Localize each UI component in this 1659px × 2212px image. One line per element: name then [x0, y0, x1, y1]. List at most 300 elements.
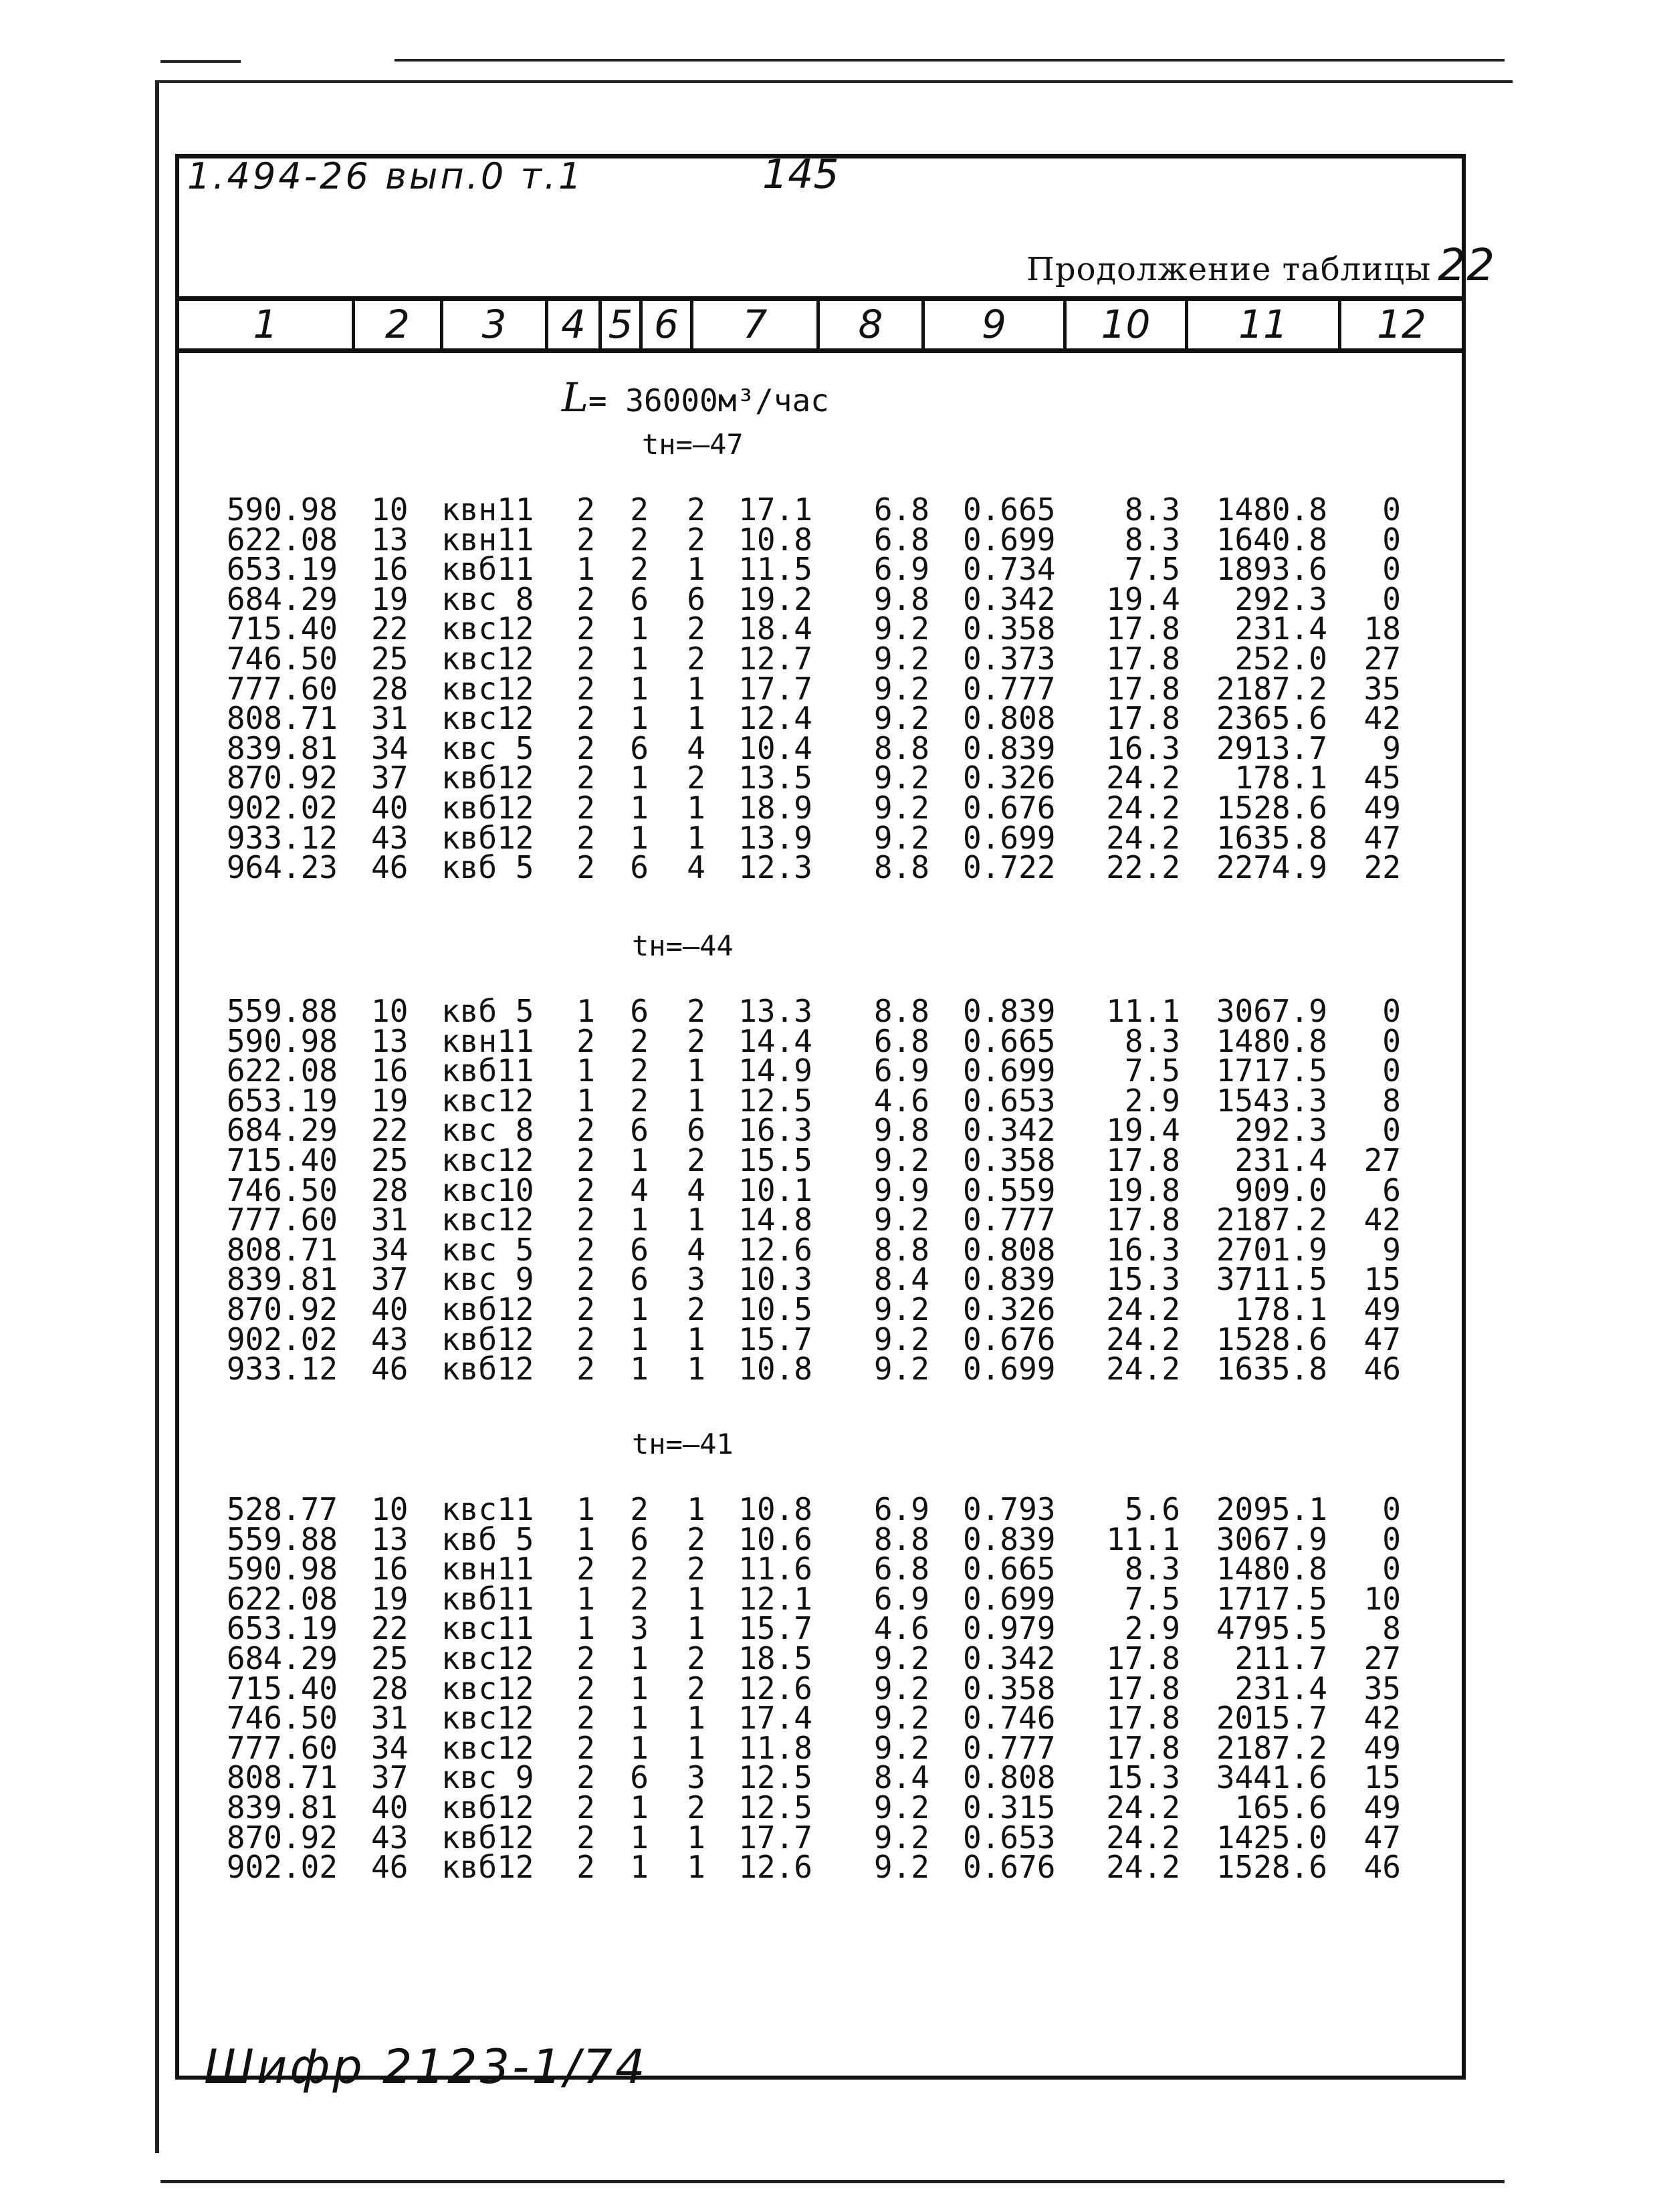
table-cell: 47 — [1363, 1819, 1401, 1856]
table-cell: 2 — [687, 611, 705, 647]
table-cell: 839.81 — [226, 1789, 338, 1826]
table-cell: квс 8 — [441, 1112, 534, 1149]
table-cell: 7.5 — [1124, 551, 1180, 588]
table-cell: 40 — [371, 1291, 409, 1327]
table-cell: 746.50 — [226, 1172, 338, 1208]
table-cell: квб12 — [441, 760, 534, 796]
table-cell: 9 — [1382, 730, 1401, 766]
table-cell: 292.3 — [1234, 580, 1327, 617]
column-header: 6 — [639, 301, 690, 348]
column-header: 12 — [1338, 301, 1462, 348]
table-cell: квб 5 — [441, 849, 534, 886]
section-label: tн=—44 — [632, 929, 734, 962]
table-cell: 24.2 — [1106, 1321, 1180, 1357]
table-cell: 2 — [576, 790, 595, 826]
table-cell: 0.777 — [963, 1202, 1056, 1238]
table-cell: 2 — [576, 1789, 595, 1826]
table-cell: 590.98 — [226, 1551, 338, 1587]
table-cell: 24.2 — [1106, 1351, 1180, 1388]
table-cell: 1528.6 — [1216, 1321, 1327, 1357]
table-cell: 8.8 — [873, 849, 929, 886]
table-cell: 18.9 — [738, 790, 812, 826]
table-cell: 25 — [371, 1142, 409, 1178]
table-cell: 808.71 — [226, 700, 338, 737]
table-cell: 10 — [371, 1491, 409, 1527]
table-cell: 9.2 — [873, 1142, 929, 1178]
table-cell: 684.29 — [226, 1112, 338, 1149]
table-cell: 47 — [1363, 1321, 1401, 1357]
table-cell: 11.6 — [738, 1551, 812, 1587]
table-cell: 1 — [687, 551, 705, 588]
table-cell: 24.2 — [1106, 760, 1180, 796]
table-cell: 1640.8 — [1216, 521, 1327, 558]
table-cell: 1635.8 — [1216, 1351, 1327, 1388]
table-cell: 40 — [371, 1789, 409, 1826]
table-cell: 6 — [630, 993, 649, 1029]
table-cell: 13 — [371, 1521, 409, 1557]
table-cell: 2 — [687, 1142, 705, 1178]
table-cell: 12.3 — [738, 849, 812, 886]
table-cell: 8 — [1382, 1610, 1401, 1647]
table-cell: 8 — [1382, 1082, 1401, 1119]
table-cell: 11.1 — [1106, 993, 1180, 1029]
table-cell: 0 — [1382, 1491, 1401, 1527]
table-cell: 2 — [576, 1551, 595, 1587]
table-cell: 2015.7 — [1216, 1700, 1327, 1737]
table-cell: 28 — [371, 1670, 409, 1706]
left-rule — [155, 80, 159, 2153]
table-cell: 2 — [576, 1849, 595, 1886]
table-cell: 3067.9 — [1216, 1521, 1327, 1557]
table-cell: 0.746 — [963, 1700, 1056, 1737]
table-cell: 1 — [576, 993, 595, 1029]
table-cell: 2 — [687, 1291, 705, 1327]
table-cell: 2 — [687, 491, 705, 528]
table-cell: 9.2 — [873, 1640, 929, 1676]
table-cell: 8.8 — [873, 1231, 929, 1268]
airflow-formula — [562, 374, 829, 421]
table-cell: 2 — [576, 1759, 595, 1796]
table-cell: 40 — [371, 790, 409, 826]
table-cell: 0 — [1382, 1521, 1401, 1557]
table-cell: 49 — [1363, 1789, 1401, 1826]
table-cell: 1480.8 — [1216, 1551, 1327, 1587]
table-cell: 12.6 — [738, 1849, 812, 1886]
table-cell: 8.8 — [873, 730, 929, 766]
table-cell: квн11 — [441, 1022, 534, 1059]
table-cell: 0 — [1382, 993, 1401, 1029]
table-cell: 715.40 — [226, 611, 338, 647]
table-cell: 6.9 — [873, 1491, 929, 1527]
table-cell: 24.2 — [1106, 790, 1180, 826]
table-cell: 0.722 — [963, 849, 1056, 886]
table-cell: 43 — [371, 819, 409, 856]
table-cell: 0 — [1382, 1022, 1401, 1059]
table-cell: 2365.6 — [1216, 700, 1327, 737]
table-cell: 2 — [576, 1819, 595, 1856]
table-cell: 15.3 — [1106, 1759, 1180, 1796]
table-cell: 1717.5 — [1216, 1053, 1327, 1089]
table-cell: 6 — [630, 1231, 649, 1268]
table-cell: 17.8 — [1106, 611, 1180, 647]
table-cell: 1 — [687, 790, 705, 826]
table-cell: 0.734 — [963, 551, 1056, 588]
table-cell: 715.40 — [226, 1670, 338, 1706]
table-cell: 622.08 — [226, 1053, 338, 1089]
table-cell: 1 — [687, 1700, 705, 1737]
table-cell: 12.4 — [738, 700, 812, 737]
table-cell: 0 — [1382, 491, 1401, 528]
table-cell: 1717.5 — [1216, 1580, 1327, 1617]
table-cell: 24.2 — [1106, 1819, 1180, 1856]
column-header: 2 — [352, 301, 440, 348]
table-cell: 10.3 — [738, 1261, 812, 1298]
table-cell: 1 — [687, 1819, 705, 1856]
table-cell: 902.02 — [226, 1849, 338, 1886]
table-cell: 0.793 — [963, 1491, 1056, 1527]
table-cell: квс11 — [441, 1491, 534, 1527]
table-cell: 1 — [687, 1321, 705, 1357]
table-cell: 14.4 — [738, 1022, 812, 1059]
table-cell: 45 — [1363, 760, 1401, 796]
table-cell: 2187.2 — [1216, 1202, 1327, 1238]
table-cell: 47 — [1363, 819, 1401, 856]
table-cell: 15.5 — [738, 1142, 812, 1178]
table-cell: 17.8 — [1106, 1640, 1180, 1676]
table-cell: 777.60 — [226, 1729, 338, 1766]
table-cell: 7.5 — [1124, 1580, 1180, 1617]
formula-text: = 36000м³/час — [588, 382, 829, 419]
table-cell: 5.6 — [1124, 1491, 1180, 1527]
table-cell: 12.5 — [738, 1789, 812, 1826]
table-cell: 2 — [576, 1172, 595, 1208]
table-cell: 3067.9 — [1216, 993, 1327, 1029]
table-cell: 9.2 — [873, 641, 929, 677]
table-cell: 31 — [371, 1700, 409, 1737]
table-cell: 2 — [576, 1231, 595, 1268]
table-cell: 27 — [1363, 1142, 1401, 1178]
table-cell: 0.699 — [963, 521, 1056, 558]
table-cell: 18 — [1363, 611, 1401, 647]
table-cell: 6 — [630, 580, 649, 617]
table-cell: квн11 — [441, 1551, 534, 1587]
table-cell: 17.7 — [738, 1819, 812, 1856]
table-cell: 16.3 — [1106, 730, 1180, 766]
table-cell: 231.4 — [1234, 1142, 1327, 1178]
table-cell: 746.50 — [226, 641, 338, 677]
table-cell: 42 — [1363, 700, 1401, 737]
table-cell: 34 — [371, 730, 409, 766]
table-cell: 24.2 — [1106, 819, 1180, 856]
table-cell: 1 — [630, 1640, 649, 1676]
caption-text: Продолжение таблицы — [1026, 251, 1432, 288]
table-cell: 0.808 — [963, 700, 1056, 737]
table-cell: 17.7 — [738, 670, 812, 707]
table-cell: 6.8 — [873, 491, 929, 528]
table-cell: 6 — [1382, 1172, 1401, 1208]
table-cell: квб 5 — [441, 993, 534, 1029]
table-cell: 0.559 — [963, 1172, 1056, 1208]
table-cell: 1480.8 — [1216, 1022, 1327, 1059]
table-cell: 165.6 — [1234, 1789, 1327, 1826]
table-cell: 1 — [630, 1670, 649, 1706]
table-cell: квб12 — [441, 790, 534, 826]
table-cell: 0.777 — [963, 670, 1056, 707]
table-cell: 8.4 — [873, 1261, 929, 1298]
table-cell: 2 — [576, 1640, 595, 1676]
table-cell: 16 — [371, 1551, 409, 1587]
table-cell: 34 — [371, 1729, 409, 1766]
table-cell: 870.92 — [226, 1291, 338, 1327]
table-cell: 3441.6 — [1216, 1759, 1327, 1796]
table-cell: 2 — [576, 1261, 595, 1298]
table-cell: 4 — [687, 849, 705, 886]
table-cell: квб12 — [441, 1849, 534, 1886]
table-cell: квб11 — [441, 1053, 534, 1089]
table-cell: 2187.2 — [1216, 670, 1327, 707]
table-cell: 16 — [371, 1053, 409, 1089]
table-cell: 1 — [687, 1729, 705, 1766]
table-cell: 24.2 — [1106, 1789, 1180, 1826]
table-cell: 6 — [630, 849, 649, 886]
column-header: 8 — [816, 301, 921, 348]
table-cell: 2 — [687, 521, 705, 558]
table-cell: 4.6 — [873, 1610, 929, 1647]
table-cell: 2 — [630, 551, 649, 588]
table-cell: 17.8 — [1106, 641, 1180, 677]
table-cell: 2 — [687, 641, 705, 677]
table-cell: 0.358 — [963, 1670, 1056, 1706]
table-cell: 590.98 — [226, 491, 338, 528]
table-cell: 902.02 — [226, 1321, 338, 1357]
column-header: 1 — [253, 302, 278, 347]
table-cell: 6.8 — [873, 1551, 929, 1587]
table-cell: 0.342 — [963, 1640, 1056, 1676]
table-cell: 252.0 — [1234, 641, 1327, 677]
table-cell: 2 — [576, 1321, 595, 1357]
table-cell: 777.60 — [226, 670, 338, 707]
table-cell: квс 8 — [441, 580, 534, 617]
table-cell: 9.2 — [873, 1849, 929, 1886]
table-cell: 839.81 — [226, 1261, 338, 1298]
table-cell: 17.8 — [1106, 1202, 1180, 1238]
table-cell: квб12 — [441, 1321, 534, 1357]
table-cell: 19 — [371, 1580, 409, 1617]
table-cell: 3711.5 — [1216, 1261, 1327, 1298]
table-cell: 22 — [1363, 849, 1401, 886]
table-cell: 0 — [1382, 1551, 1401, 1587]
table-cell: 1 — [630, 819, 649, 856]
table-cell: 6 — [687, 580, 705, 617]
table-cell: 1 — [576, 1491, 595, 1527]
table-cell: 9.2 — [873, 670, 929, 707]
table-cell: 653.19 — [226, 1610, 338, 1647]
table-cell: 2 — [687, 760, 705, 796]
table-cell: 4.6 — [873, 1082, 929, 1119]
table-cell: квс12 — [441, 1082, 534, 1119]
table-cell: 8.3 — [1124, 1022, 1180, 1059]
table-cell: квб12 — [441, 1789, 534, 1826]
table-cell: 559.88 — [226, 993, 338, 1029]
table-cell: 6 — [687, 1112, 705, 1149]
table-cell: 25 — [371, 1640, 409, 1676]
table-cell: 1 — [630, 611, 649, 647]
table-cell: 1480.8 — [1216, 491, 1327, 528]
table-cell: 808.71 — [226, 1759, 338, 1796]
table-cell: 6 — [630, 730, 649, 766]
table-cell: 178.1 — [1234, 1291, 1327, 1327]
table-cell: 0.665 — [963, 491, 1056, 528]
table-cell: 2 — [576, 641, 595, 677]
table-cell: 0.808 — [963, 1231, 1056, 1268]
table-cell: 0.699 — [963, 1053, 1056, 1089]
table-cell: 46 — [1363, 1351, 1401, 1388]
table-cell: 25 — [371, 641, 409, 677]
table-cell: 34 — [371, 1231, 409, 1268]
table-cell: 9.2 — [873, 1321, 929, 1357]
table-cell: 10.8 — [738, 1351, 812, 1388]
table-cell: 2 — [630, 1053, 649, 1089]
table-cell: 28 — [371, 1172, 409, 1208]
table-cell: 231.4 — [1234, 1670, 1327, 1706]
table-cell: 231.4 — [1234, 611, 1327, 647]
table-cell: 808.71 — [226, 1231, 338, 1268]
table-cell: 28 — [371, 670, 409, 707]
table-cell: квс12 — [441, 641, 534, 677]
table-cell: 10.5 — [738, 1291, 812, 1327]
table-cell: 43 — [371, 1819, 409, 1856]
table-cell: 1 — [630, 1291, 649, 1327]
table-cell: 2 — [576, 580, 595, 617]
table-cell: 12.7 — [738, 641, 812, 677]
table-cell: 0 — [1382, 521, 1401, 558]
table-cell: 1 — [630, 641, 649, 677]
table-cell: 1 — [630, 1789, 649, 1826]
table-cell: 0.839 — [963, 1521, 1056, 1557]
table-cell: 9.2 — [873, 700, 929, 737]
table-cell: квс12 — [441, 1670, 534, 1706]
table-cell: квс10 — [441, 1172, 534, 1208]
table-cell: 19.8 — [1106, 1172, 1180, 1208]
table-cell: 11.5 — [738, 551, 812, 588]
table-cell: 0.342 — [963, 580, 1056, 617]
table-cell: квс12 — [441, 1640, 534, 1676]
table-cell: 1 — [576, 1053, 595, 1089]
table-cell: 12.1 — [738, 1580, 812, 1617]
table-cell: 9.2 — [873, 1729, 929, 1766]
table-cell: 0 — [1382, 1053, 1401, 1089]
table-cell: 2 — [576, 1291, 595, 1327]
table-cell: 4 — [687, 730, 705, 766]
table-cell: 17.1 — [738, 491, 812, 528]
table-cell: 2 — [576, 521, 595, 558]
table-cell: 178.1 — [1234, 760, 1327, 796]
table-cell: 2 — [576, 670, 595, 707]
table-cell: 12.6 — [738, 1670, 812, 1706]
table-cell: 1543.3 — [1216, 1082, 1327, 1119]
cipher-footer: Шифр 2123-1/74 — [204, 2039, 648, 2094]
table-cell: 9.2 — [873, 1700, 929, 1737]
table-cell: 4 — [687, 1172, 705, 1208]
table-cell: 2913.7 — [1216, 730, 1327, 766]
table-cell: 27 — [1363, 1640, 1401, 1676]
table-cell: 1528.6 — [1216, 790, 1327, 826]
table-cell: 2 — [576, 1700, 595, 1737]
table-cell: 528.77 — [226, 1491, 338, 1527]
table-cell: 0.665 — [963, 1551, 1056, 1587]
table-cell: 9.2 — [873, 1789, 929, 1826]
table-cell: 1 — [576, 1580, 595, 1617]
table-cell: 9.2 — [873, 819, 929, 856]
table-cell: 22.2 — [1106, 849, 1180, 886]
table-cell: 12.6 — [738, 1231, 812, 1268]
table-cell: 559.88 — [226, 1521, 338, 1557]
table-cell: 684.29 — [226, 1640, 338, 1676]
table-cell: 653.19 — [226, 551, 338, 588]
table-cell: 17.8 — [1106, 1729, 1180, 1766]
table-cell: 13.5 — [738, 760, 812, 796]
table-cell: 933.12 — [226, 1351, 338, 1388]
table-cell: квс 5 — [441, 1231, 534, 1268]
table-cell: 2 — [630, 491, 649, 528]
table-cell: 8.8 — [873, 993, 929, 1029]
table-cell: 22 — [371, 1610, 409, 1647]
table-cell: 0.315 — [963, 1789, 1056, 1826]
table-cell: квс 9 — [441, 1261, 534, 1298]
table-cell: 31 — [371, 1202, 409, 1238]
top-rule — [395, 59, 1505, 62]
table-cell: 0.676 — [963, 1321, 1056, 1357]
table-cell: 0.665 — [963, 1022, 1056, 1059]
table-cell: 43 — [371, 1321, 409, 1357]
table-cell: 8.4 — [873, 1759, 929, 1796]
table-cell: 1 — [687, 1202, 705, 1238]
table-cell: квс12 — [441, 1729, 534, 1766]
table-cell: 746.50 — [226, 1700, 338, 1737]
table-cell: 2 — [687, 1640, 705, 1676]
table-cell: 2701.9 — [1216, 1231, 1327, 1268]
table-cell: 11.8 — [738, 1729, 812, 1766]
table-cell: 2 — [687, 1789, 705, 1826]
table-cell: 9 — [1382, 1231, 1401, 1268]
table-cell: 17.8 — [1106, 1700, 1180, 1737]
column-header: 9 — [921, 301, 1063, 348]
table-cell: 9.8 — [873, 1112, 929, 1149]
table-cell: 19 — [371, 580, 409, 617]
table-cell: 16.3 — [1106, 1231, 1180, 1268]
table-cell: 2 — [687, 993, 705, 1029]
table-cell: 10 — [1363, 1580, 1401, 1617]
table-cell: квс 5 — [441, 730, 534, 766]
table-cell: 2 — [576, 819, 595, 856]
table-cell: 1 — [687, 700, 705, 737]
table-cell: 1528.6 — [1216, 1849, 1327, 1886]
table-cell: 9.2 — [873, 790, 929, 826]
table-cell: 15.3 — [1106, 1261, 1180, 1298]
table-cell: 18.5 — [738, 1640, 812, 1676]
table-cell: 2095.1 — [1216, 1491, 1327, 1527]
table-cell: 1 — [630, 1202, 649, 1238]
table-cell: 2 — [576, 1202, 595, 1238]
table-cell: 0.676 — [963, 1849, 1056, 1886]
table-cell: 0.699 — [963, 1580, 1056, 1617]
table-cell: 0.342 — [963, 1112, 1056, 1149]
table-cell: квс12 — [441, 1700, 534, 1737]
table-cell: 1 — [630, 670, 649, 707]
table-cell: 13.3 — [738, 993, 812, 1029]
column-header: 5 — [598, 301, 639, 348]
table-cell: 3 — [687, 1759, 705, 1796]
